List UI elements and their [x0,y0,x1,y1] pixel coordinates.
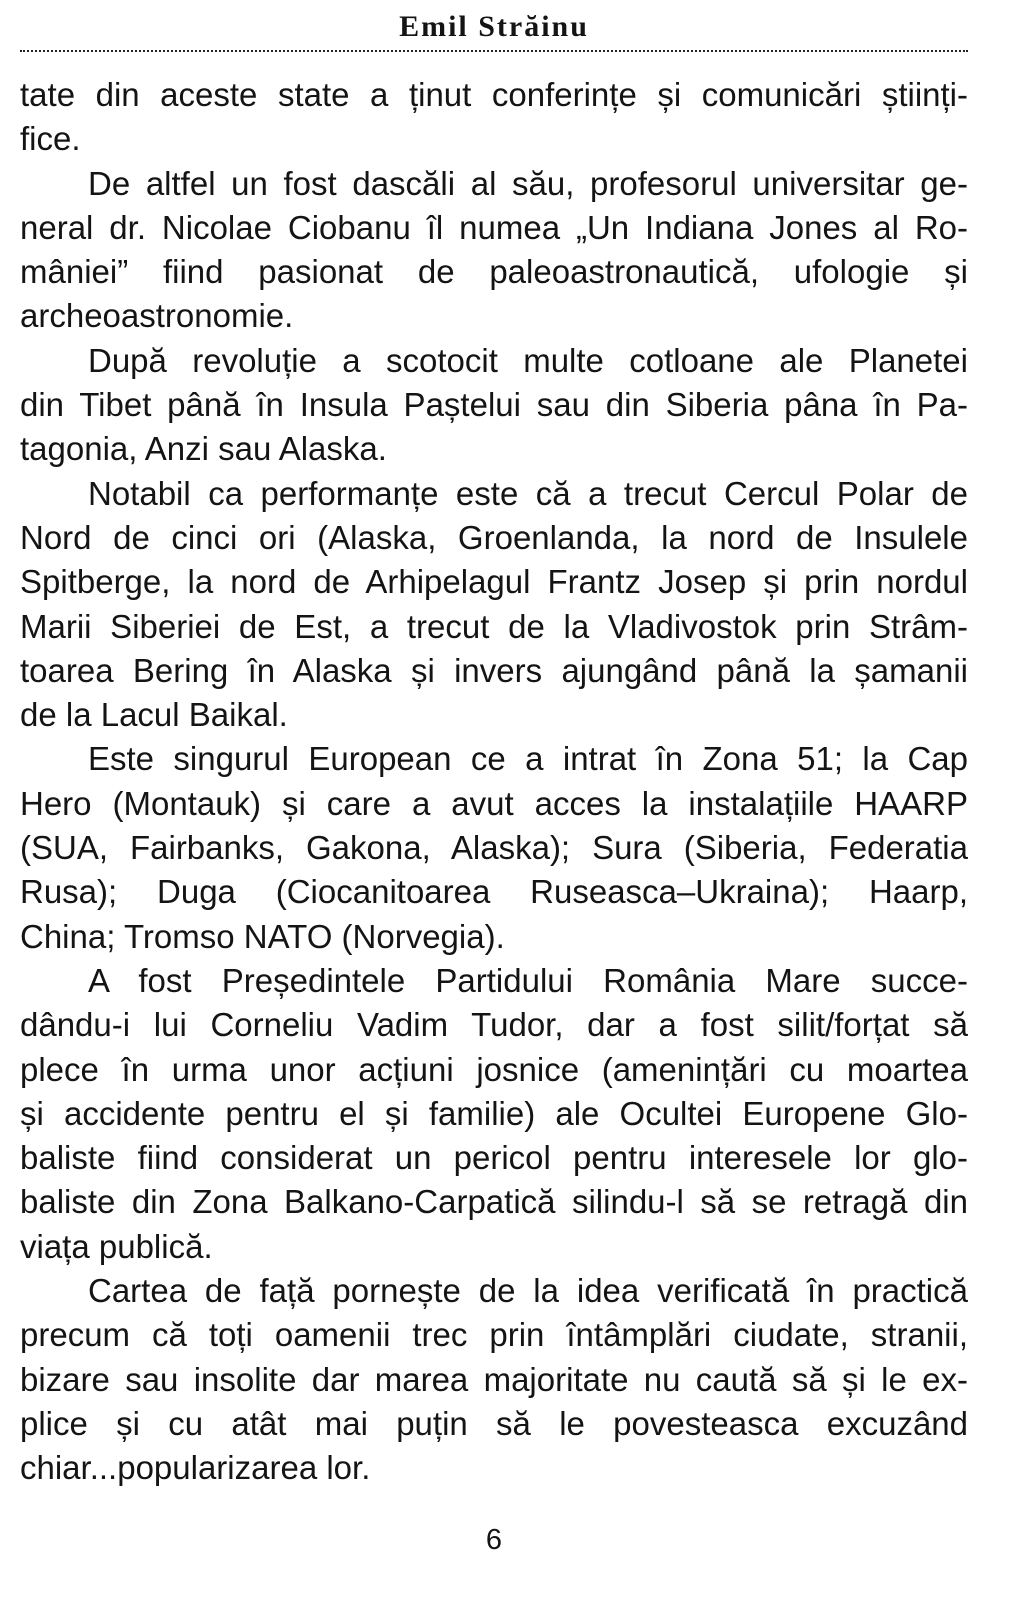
text-line: Este singurul European ce a intrat în Zona 51; la Cap [88,740,968,778]
text-line: A fost Președintele Partidului România Mare succe- [88,961,968,999]
text-line: Nord de cinci ori (Alaska, Groenlanda, la nord de Insulele [20,518,968,556]
text-line: dându-i lui Corneliu Vadim Tudor, dar a fost silit/forțat să [20,1006,968,1044]
text-line: precum că toți oamenii trec prin întâmplări ciudate, stranii, [20,1316,968,1354]
text-line: chiar...popularizarea lor. [20,1449,371,1487]
paragraph [20,472,968,738]
text-line: plece în urma unor acțiuni josnice (amenințări cu moartea [20,1050,968,1088]
text-line: mâniei” fiind pasionat de paleoastronautică, ufologie și [20,253,968,291]
text-line: Rusa); Duga (Ciocanitoarea Ruseasca–Ukraina); Haarp, [20,873,968,911]
page-number: 6 [485,1524,503,1556]
paragraph [20,737,968,958]
text-line: și accidente pentru el și familie) ale Ocultei Europene Glo- [20,1094,968,1132]
page-body [20,73,968,1491]
text-line: (SUA, Fairbanks, Gakona, Alaska); Sura (Siberia, Federatia [20,829,968,867]
text-line: archeoastronomie. [20,297,294,335]
paragraph [20,959,968,1269]
paragraph [20,1269,968,1490]
paragraph [20,162,968,339]
text-line: plice și cu atât mai puțin să le povesteasca excuzând [20,1404,968,1442]
paragraph [20,73,968,162]
text-line: tate din aceste state a ținut conferințe și comunicări științi- [20,76,968,113]
text-line: China; Tromso NATO (Norvegia). [20,917,505,955]
header-dotted-rule [20,50,968,52]
paragraph [20,339,968,472]
text-line: De altfel un fost dascăli al său, profesorul universitar ge- [88,164,968,202]
text-line: tagonia, Anzi sau Alaska. [20,430,387,468]
text-line: fice. [20,120,81,158]
text-line: Hero (Montauk) și care a avut acces la instalațiile HAARP [20,784,968,822]
text-line: de la Lacul Baikal. [20,696,288,734]
text-line: toarea Bering în Alaska și invers ajungând până la șamanii [20,651,968,689]
running-header-author: Emil Străinu [399,10,589,43]
text-line: Notabil ca performanțe este că a trecut Cercul Polar de [88,474,968,512]
text-line: din Tibet până în Insula Paștelui sau din Siberia pâna în Pa- [20,386,968,424]
text-line: baliste din Zona Balkano-Carpatică silindu-l să se retragă din [20,1183,968,1221]
text-line: neral dr. Nicolae Ciobanu îl numea „Un Indiana Jones al Ro- [20,208,968,246]
text-line: Cartea de față pornește de la idea verificată în practică [88,1272,968,1310]
text-line: După revoluție a scotocit multe cotloane ale Planetei [88,341,968,379]
text-line: viața publică. [20,1227,213,1265]
text-line: Spitberge, la nord de Arhipelagul Frantz Josep și prin nordul [20,563,968,601]
text-line: Marii Siberiei de Est, a trecut de la Vladivostok prin Strâm- [20,607,968,645]
text-line: bizare sau insolite dar marea majoritate nu caută să și le ex- [20,1360,968,1398]
text-line: baliste fiind considerat un pericol pentru interesele lor glo- [20,1139,968,1177]
